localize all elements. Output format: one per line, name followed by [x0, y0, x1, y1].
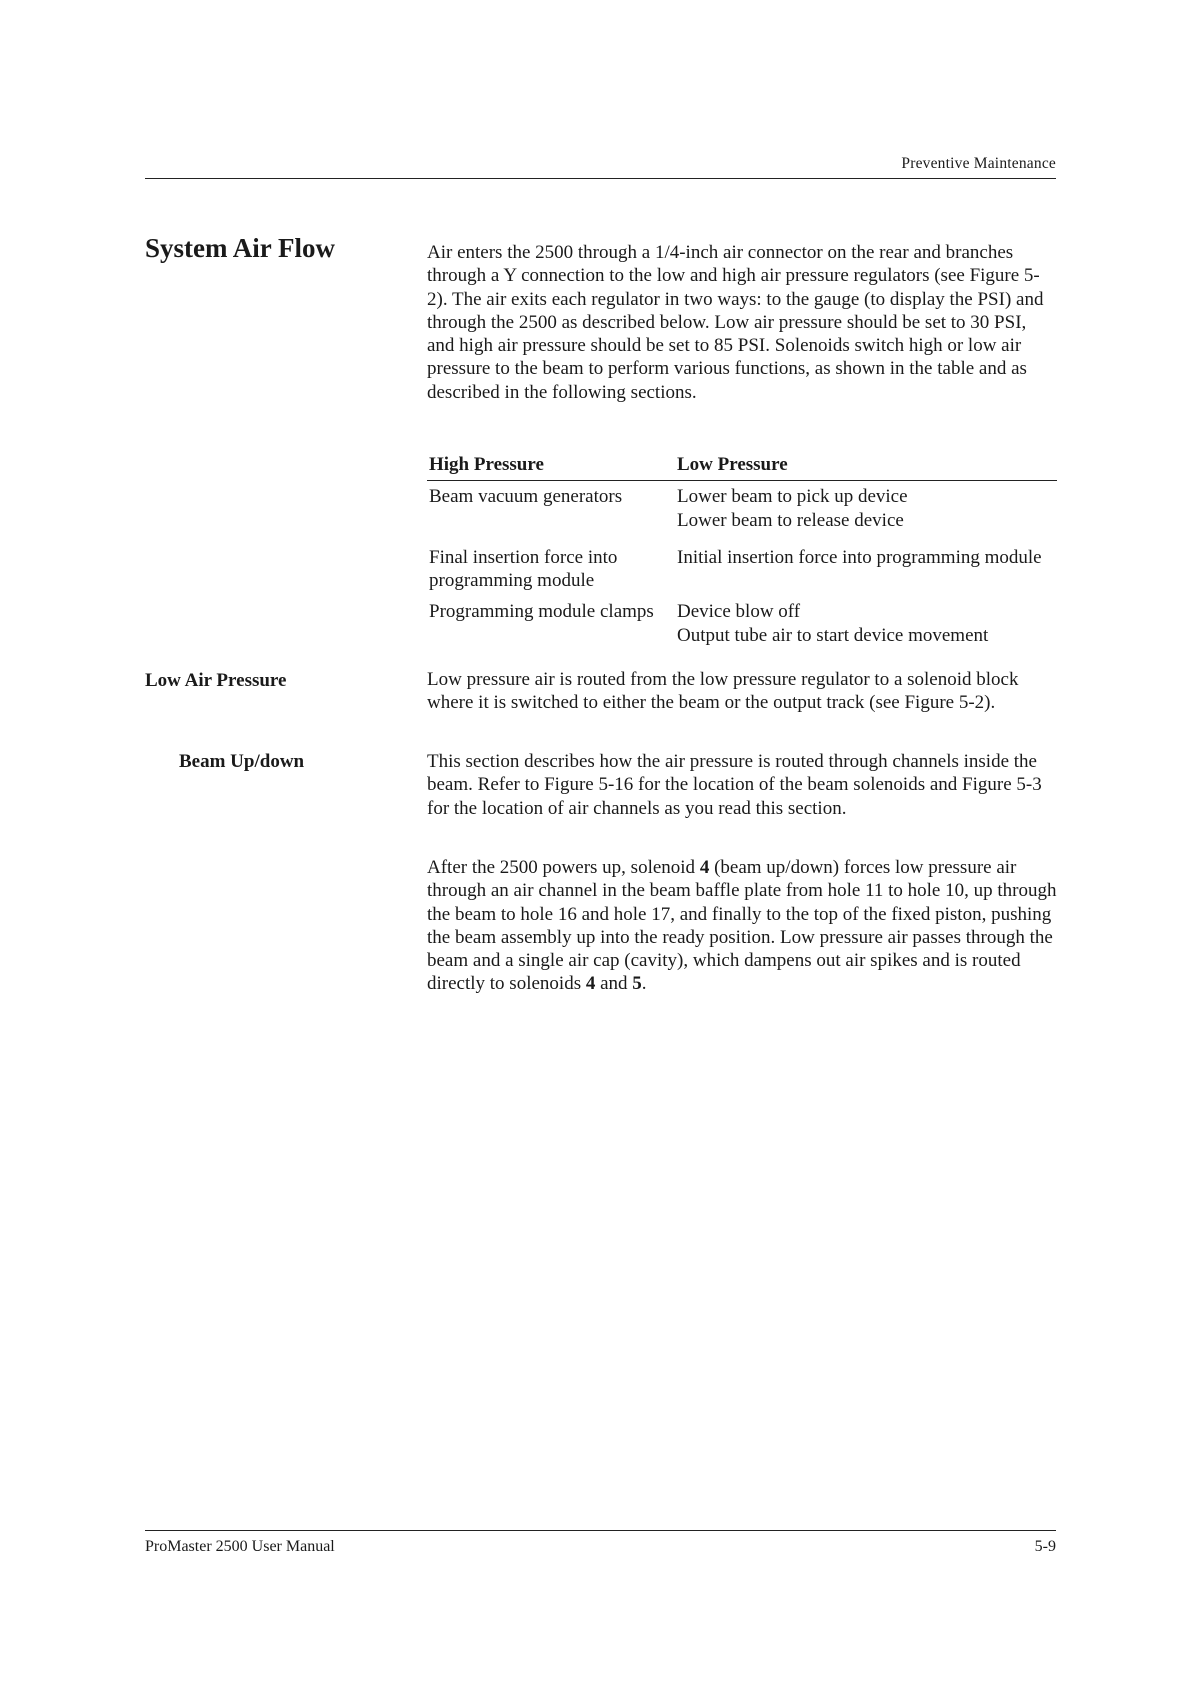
table-cell-high: Beam vacuum generators [429, 486, 623, 508]
beam-paragraph-2 [427, 856, 1057, 996]
low-line: Output tube air to start device movement [677, 624, 989, 646]
column-header-low: Low Pressure [675, 451, 1057, 481]
table-cell-low: Initial insertion force into programming module [677, 546, 1042, 568]
low-line: Lower beam to release device [677, 509, 904, 531]
solenoid-number: 4 [585, 973, 596, 995]
section-title: System Air Flow [145, 233, 335, 263]
text-run: . [641, 973, 647, 995]
footer-manual-title: ProMaster 2500 User Manual [145, 1538, 335, 1555]
solenoid-number: 4 [699, 857, 710, 878]
beam-paragraph-1: This section describes how the air pressure is routed through channels inside the beam. Refer to Figure 5-16 for the location of the beam solenoids and Figure 5-3 for the location of air channels as you read this section. [427, 751, 1042, 819]
text-run: After the 2500 powers up, solenoid [427, 857, 700, 878]
low-line: Lower beam to pick up device [677, 486, 908, 508]
low-air-pressure-heading: Low Air Pressure [145, 670, 287, 691]
text-run: and [595, 973, 633, 995]
pressure-table [427, 451, 1057, 651]
table-header-row [427, 451, 1057, 481]
table-cell-high: Programming module clamps [429, 601, 654, 623]
text-run: (beam up/down) forces low pressure air through an air channel in the beam baffle plate from hole 11 to hole 10, up through the beam to hole 16 and hole 17, and finally to the top of the fixed piston, pushing the beam assembly up into the ready position. Low pressure air passes through the beam and a single air cap (cavity), which dampens out air spikes and is routed directly to solenoids [427, 857, 1057, 995]
running-header: Preventive Maintenance [901, 155, 1056, 172]
low-line: Device blow off [677, 601, 801, 623]
intro-paragraph: Air enters the 2500 through a 1/4-inch air connector on the rear and branches through a Y connection to the low and high air pressure regulators (see Figure 5-2). The air exits each regulator in two ways: to the gauge (to display the PSI) and through the 2500 as described below. Low air pressure should be set to 30 PSI, and high air pressure should be set to 85 PSI. Solenoids switch high or low air pressure to the beam to perform various functions, as shown in the table and as described in the following sections. [427, 242, 1044, 403]
footer-rule [145, 1530, 1056, 1531]
table-cell-high: Final insertion force into programming module [429, 546, 618, 592]
table-cell-low [675, 481, 1057, 542]
low-air-pressure-paragraph: Low pressure air is routed from the low pressure regulator to a solenoid block where it is switched to either the beam or the output track (see Figure 5-2). [427, 669, 1019, 714]
table-row [427, 542, 1057, 597]
footer-page-number: 5-9 [1034, 1538, 1056, 1555]
table-row [427, 481, 1057, 542]
beam-updown-heading: Beam Up/down [179, 751, 305, 772]
column-header-high: High Pressure [427, 451, 675, 481]
table-row [427, 596, 1057, 651]
solenoid-number: 5 [632, 973, 642, 995]
table-cell-low [675, 596, 1057, 651]
header-rule [145, 178, 1056, 179]
